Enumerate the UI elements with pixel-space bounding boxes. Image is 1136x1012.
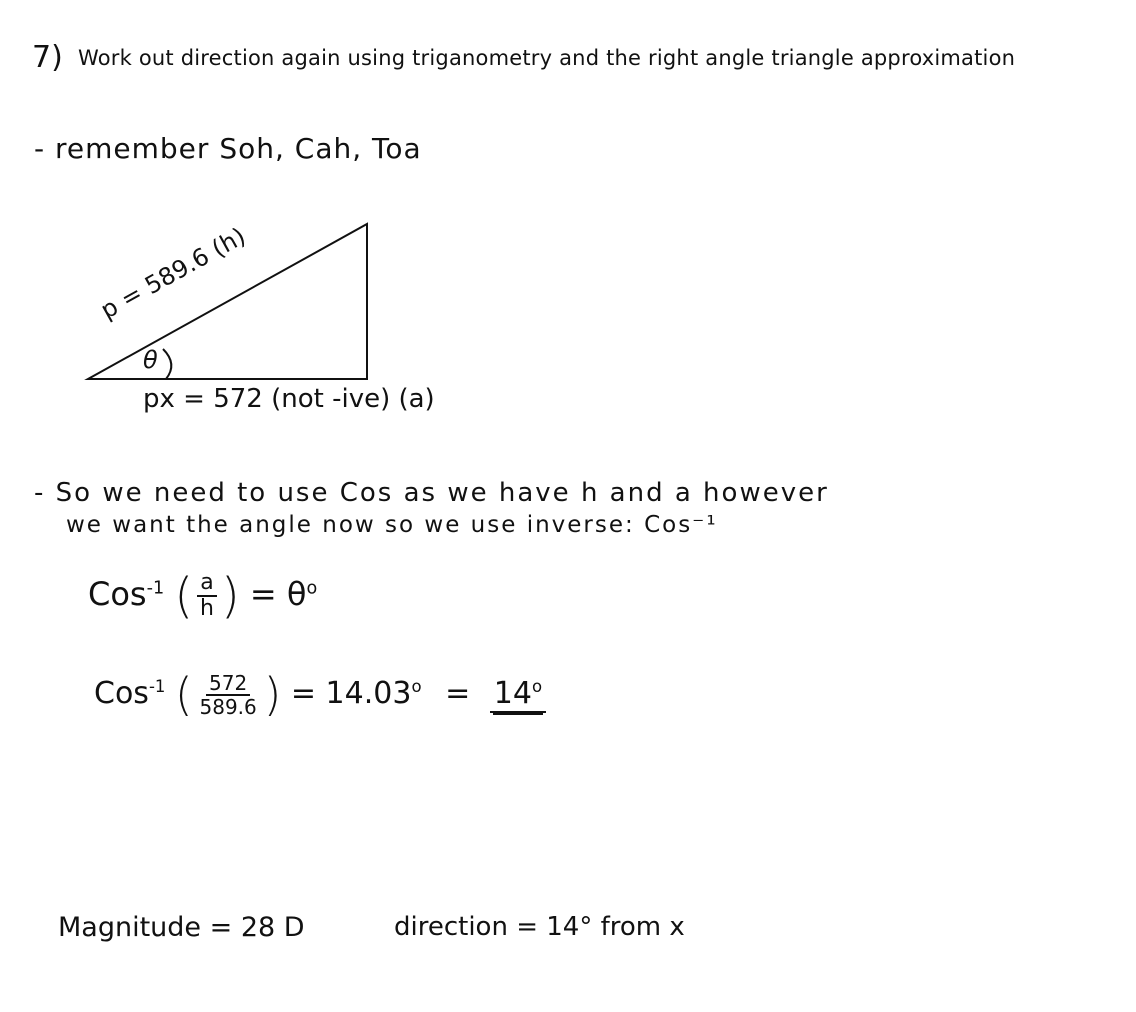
calc-degree: o (411, 677, 422, 696)
formula-power: -1 (146, 578, 165, 599)
formula-denominator: h (200, 596, 214, 621)
reminder-line: - remember Soh, Cah, Toa (34, 132, 422, 165)
calc-power: -1 (148, 677, 166, 696)
question-text: Work out direction again using triganometry and the right angle triangle approximation (78, 46, 1016, 70)
hypotenuse-label: p = 589.6 (h) (96, 222, 251, 325)
adjacent-label: px = 572 (not -ive) (a) (143, 384, 435, 414)
calc-numerator: 572 (206, 672, 250, 696)
calculation: Cos$^{-1}$ ( $\frac{572}{589.6}$ ) = $14.03^o = 14^o$ (94, 668, 546, 721)
magnitude-summary: Magnitude = 28 D (58, 912, 305, 943)
calc-equals: = (445, 676, 471, 711)
direction-summary: direction = 14° from x (394, 912, 685, 942)
final-answer: 14$^o$ (490, 676, 546, 713)
explanation-line-2: we want the angle now so we use inverse: Cos⁻¹ (66, 512, 718, 538)
formula-rhs: = θ (249, 575, 307, 613)
formula-numerator: a (197, 571, 216, 597)
formula-func: Cos (88, 575, 147, 613)
question-number: 7) (32, 40, 63, 75)
general-formula: Cos$^{-1}$ ( $\frac{a}{h}$ ) = $\theta^o$ (88, 568, 318, 624)
calc-result: = 14.03 (290, 676, 412, 711)
angle-label: θ (143, 346, 158, 374)
calc-func: Cos (94, 676, 149, 711)
explanation-line-1: - So we need to use Cos as we have h and a however (34, 478, 829, 508)
formula-degree: o (306, 578, 318, 599)
calc-denominator: 589.6 (199, 694, 257, 719)
angle-arc (163, 349, 171, 379)
